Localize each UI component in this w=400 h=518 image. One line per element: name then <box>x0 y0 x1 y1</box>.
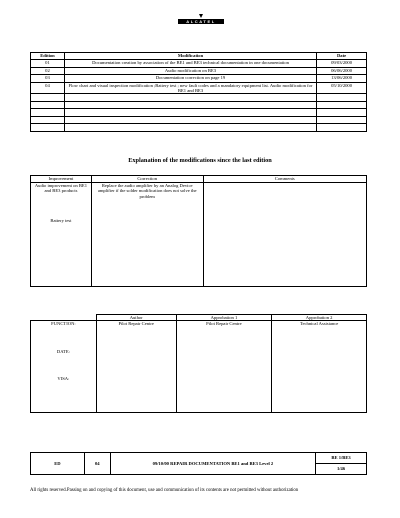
logo-text: ALCATEL <box>178 19 224 24</box>
empty-row <box>31 109 367 117</box>
improvement-cell <box>31 183 92 287</box>
table-row <box>31 82 367 94</box>
document-title: 09/10/00 REPAIR DOCUMENTATION BE1 and BE3 Level 2 <box>110 453 315 475</box>
approbation2-function-cell: Technical Assistance <box>272 321 367 413</box>
function-label: FUNCTION: <box>51 321 76 327</box>
comments-cell <box>203 183 366 287</box>
comments-header: Comments <box>203 176 366 183</box>
modifications-table <box>30 175 367 287</box>
empty-row <box>31 101 367 109</box>
edition-header-row <box>31 53 367 60</box>
improvement-text: Audio improvement on BE1 and BE3 products <box>34 183 88 194</box>
date-cell: 09/03/2000 <box>317 60 367 68</box>
ed-label: ED <box>31 453 85 475</box>
approbation1-header: Approbation 1 <box>176 315 272 321</box>
table-row <box>31 67 367 75</box>
modification-cell: Documentation creation by association of the BE1 and BE3 technical documentation in one documentation <box>64 60 316 68</box>
edition-cell: 04 <box>31 82 65 94</box>
modification-cell: Audio modification on BE3 <box>64 67 316 75</box>
correction-header: Correction <box>91 176 203 183</box>
empty-row <box>31 116 367 124</box>
modification-cell: Flow chart and visual inspection modification ;Battery test ; new fault codes and a mandatory equipment list. Audio modification for BE1 and BE3 <box>64 82 316 94</box>
rights-notice: All rights reserved.Passing on and copying of this document, use and communication of its contents are not permitted without authorization <box>30 488 299 493</box>
modifications-header-row <box>31 176 367 183</box>
alcatel-logo <box>178 14 224 24</box>
date-cell: 05/10/2000 <box>317 82 367 94</box>
document-code: BE 1/BE3 <box>316 453 367 464</box>
page-number: 1/46 <box>316 464 367 475</box>
modification-cell: Documentation correction on page 19 <box>64 75 316 83</box>
ed-value: 04 <box>84 453 110 475</box>
correction-cell: Replace the audio amplifier by an Analog Device amplifier if the solder modification does not solve the problem <box>91 183 203 287</box>
empty-row <box>31 124 367 132</box>
empty-row <box>31 94 367 102</box>
edition-cell: 01 <box>31 60 65 68</box>
labels-cell <box>31 321 97 413</box>
table-row <box>31 321 367 413</box>
edition-cell: 03 <box>31 75 65 83</box>
approval-table <box>30 314 367 413</box>
logo-mark-icon <box>199 14 203 18</box>
edition-table <box>30 52 367 132</box>
modifications-title: Explanation of the modifications since the last edition <box>128 157 272 164</box>
approbation1-function-cell: Pilot Repair Centre <box>176 321 272 413</box>
table-row <box>31 75 367 83</box>
improvement-header: Improvement <box>31 176 92 183</box>
date-label: DATE: <box>56 348 70 354</box>
improvement-text: Battery test <box>50 217 72 223</box>
author-function-cell: Pilot Repair Centre <box>96 321 176 413</box>
date-cell: 13/06/2000 <box>317 75 367 83</box>
edition-header: Edition <box>31 53 65 60</box>
modification-header: Modification <box>64 53 316 60</box>
table-row <box>31 183 367 287</box>
date-header: Date <box>317 53 367 60</box>
approbation2-header: Approbation 2 <box>272 315 367 321</box>
footer-row <box>31 453 367 464</box>
table-row <box>31 60 367 68</box>
date-cell: 06/06/2000 <box>317 67 367 75</box>
author-header: Author <box>96 315 176 321</box>
visa-label: VISA: <box>57 375 70 381</box>
footer-table <box>30 452 367 475</box>
edition-cell: 02 <box>31 67 65 75</box>
